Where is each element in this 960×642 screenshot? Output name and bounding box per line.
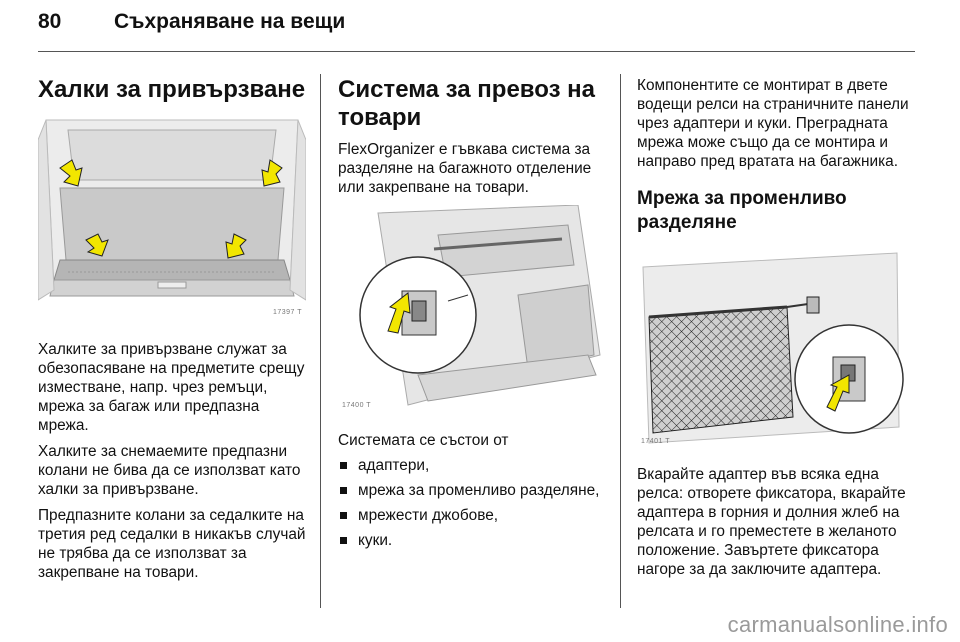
- section-heading-variable-net: Мрежа за променливо разделяне: [637, 188, 847, 233]
- paragraph: Халките за привързване служат за обезопасяване на предметите срещу изместване, напр. чрез ремъци, мрежа за багаж или предпазна мрежа.: [38, 341, 305, 434]
- figure-variable-net: [637, 247, 905, 453]
- paragraph: Предпазните колани за седалките на третия ред седалки в никакъв случай не трябва да се използват за закрепване на товари.: [38, 507, 306, 581]
- intro-paragraph: FlexOrganizer е гъвкава система за разделяне на багажното отделение или закрепване на товари.: [338, 141, 592, 196]
- list-item: адаптери,: [338, 456, 608, 475]
- list-intro: Системата се състои от: [338, 432, 509, 449]
- column-divider-2: [620, 74, 621, 608]
- page-number: 80: [38, 10, 62, 33]
- figure-code: 17401 T: [641, 438, 671, 445]
- figure-flexorganizer: [338, 205, 606, 417]
- figure-code: 17400 T: [342, 402, 372, 409]
- chapter-title: Съхраняване на вещи: [114, 10, 346, 33]
- paragraph: Халките за снемаемите предпазни колани не бива да се използват като халки за привързване.: [38, 443, 301, 498]
- column-2: [338, 76, 608, 556]
- column-3: [637, 76, 909, 586]
- list-item: куки.: [338, 531, 608, 550]
- list-item: мрежести джобове,: [338, 506, 608, 525]
- watermark: carmanualsonline.info: [727, 612, 948, 637]
- column-1: [38, 76, 306, 589]
- page-header: [38, 10, 345, 34]
- cargo-area-illustration: [38, 110, 306, 324]
- side-panel-rail-illustration: [338, 205, 606, 417]
- instruction-paragraph: Вкарайте адаптер във всяка една релса: отворете фиксатора, вкарайте адаптера в горния и долния жлеб на релсата и го преместете в желаното положение. Завъртете фиксатора нагоре за да заключите адаптера.: [637, 466, 906, 578]
- paragraph: Компонентите се монтират в двете водещи релси на страничните панели чрез адаптери и куки. Преградната мрежа може също да се монтира и направо пред вратата на багажника.: [637, 77, 909, 170]
- section-heading-tie-down-eyes: Халки за привързване: [38, 76, 306, 103]
- partition-net-illustration: [637, 247, 905, 453]
- component-list: [338, 456, 608, 550]
- section-heading-cargo-system: Система за превоз на товари: [338, 76, 596, 131]
- figure-tie-down-eyes: [38, 110, 306, 324]
- list-item: мрежа за променливо разделяне,: [338, 481, 608, 500]
- figure-code: 17397 T: [272, 309, 302, 316]
- column-divider-1: [320, 74, 321, 608]
- header-rule: [38, 51, 915, 52]
